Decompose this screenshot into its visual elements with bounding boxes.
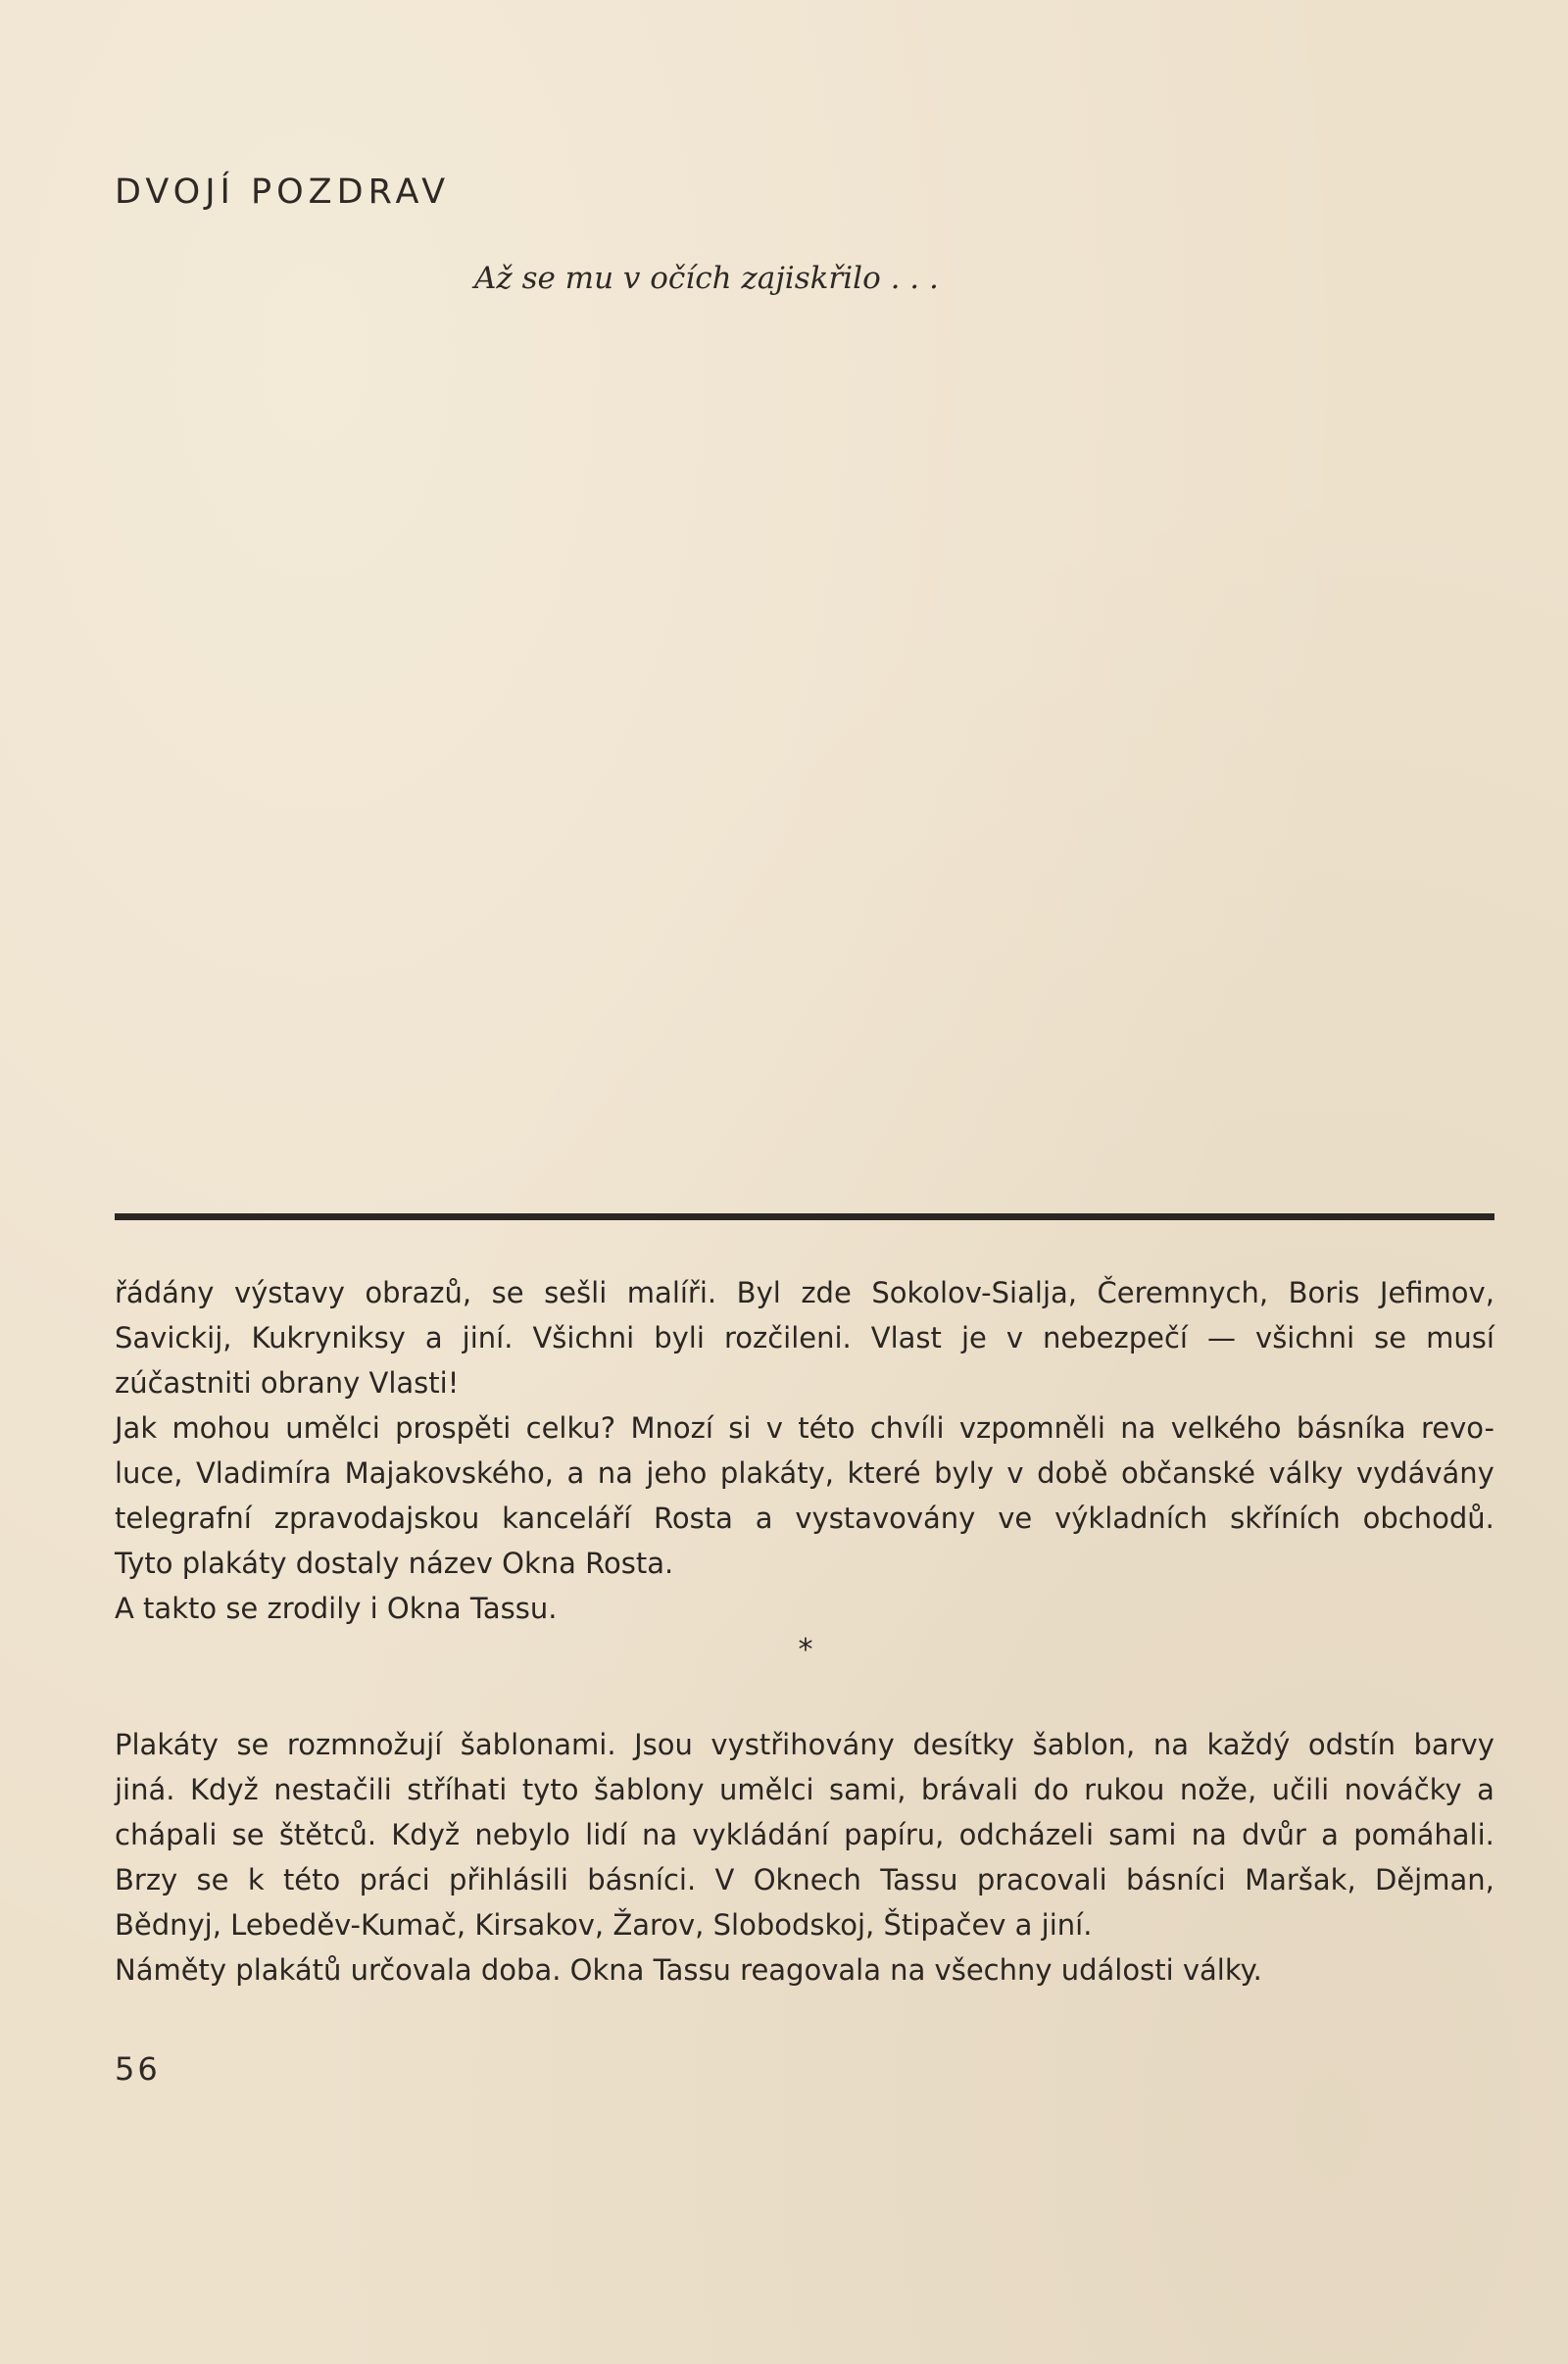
text-line: Náměty plakátů určovala doba. Okna Tassu reagovala na všechny události války. [115,1953,1262,1987]
text-line: A takto se zrodily i Okna Tassu. [115,1592,558,1625]
text-line: jiná. Když nestačili stříhati tyto šablony umělci sami, brávali do rukou nože, učili nováčky a [115,1773,1494,1806]
text-line: chápali se štětců. Když nebylo lidí na vykládání papíru, odcházeli sami na dvůr a pomáhali. [115,1818,1494,1851]
section-divider-rule [115,1213,1494,1220]
text-line: Brzy se k této práci přihlásili básníci. V Oknech Tassu pracovali básníci Maršak, Dějman, [115,1863,1494,1896]
body-paragraph-a [115,1270,1494,1631]
text-line: řádány výstavy obrazů, se sešli malíři. Byl zde Sokolov-Sialja, Čeremnych, Boris Jefimov, [115,1276,1494,1309]
text-line: Bědnyj, Lebeděv-Kumač, Kirsakov, Žarov, Slobodskoj, Štipačev a jiní. [115,1908,1093,1942]
text-line: Plakáty se rozmnožují šablonami. Jsou vystřihovány desítky šablon, na každý odstín barvy [115,1728,1494,1761]
text-line: zúčastniti obrany Vlasti! [115,1366,460,1400]
text-line: Jak mohou umělci prospěti celku? Mnozí si v této chvíli vzpomněli na velkého básníka revo- [115,1411,1494,1445]
chapter-motto: Až se mu v očích zajiskřilo . . . [474,261,939,296]
section-separator-asterisk: * [798,1633,813,1667]
page-number: 56 [115,2050,161,2088]
chapter-title: DVOJÍ POZDRAV [115,172,451,212]
text-line: Tyto plakáty dostaly název Okna Rosta. [115,1547,674,1580]
body-paragraph-b [115,1722,1494,1993]
text-line: telegrafní zpravodajskou kanceláří Rosta a vystavovány ve výkladních skříních obchodů. [115,1502,1494,1535]
text-line: Savickij, Kukryniksy a jiní. Všichni byli rozčileni. Vlast je v nebezpečí — všichni se musí [115,1321,1494,1354]
text-line: luce, Vladimíra Majakovského, a na jeho plakáty, které byly v době občanské války vydávány [115,1456,1494,1490]
